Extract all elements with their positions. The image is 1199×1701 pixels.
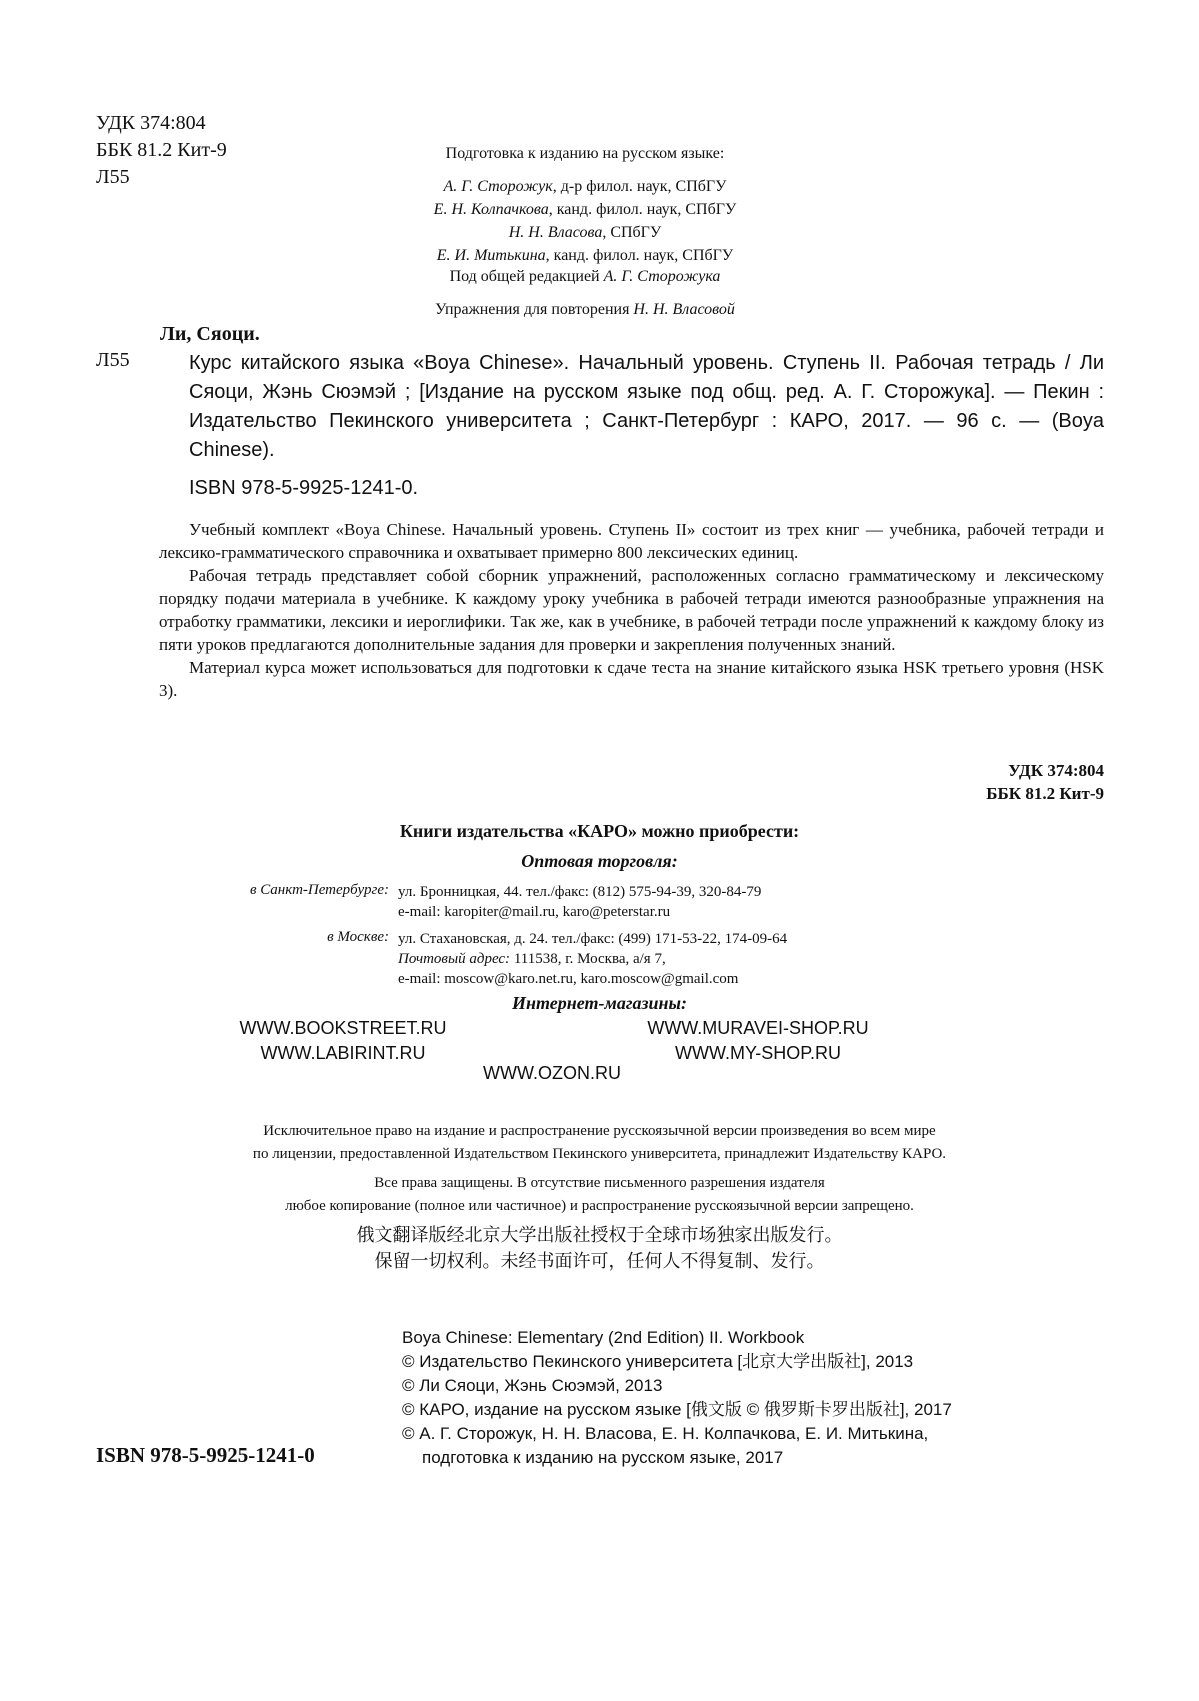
spb-address: ул. Бронницкая, 44. тел./факс: (812) 575-94-39, 320-84-79 e-mail: karopiter@mail.ru, karo@peterstar.ru — [398, 884, 762, 920]
author-line: Н. Н. Власова, СПбГУ — [508, 224, 662, 241]
author-heading: Ли, Сяоци. — [160, 323, 260, 345]
author-code: Л55 — [96, 166, 130, 188]
shop-link[interactable]: WWW.MURAVEI-SHOP.RU — [647, 1018, 869, 1038]
isbn-bottom: ISBN 978-5-9925-1241-0 — [96, 1443, 315, 1467]
copyright-line: © А. Г. Сторожук, Н. Н. Власова, Е. Н. Колпачкова, Е. И. Митькина, — [402, 1424, 929, 1443]
shop-link[interactable]: WWW.LABIRINT.RU — [260, 1043, 426, 1063]
shop-link[interactable]: WWW.MY-SHOP.RU — [674, 1043, 841, 1063]
udk-code-bold: УДК 374:804 — [1008, 761, 1104, 780]
classification-right — [986, 759, 1104, 805]
moscow-label: в Москве: — [327, 929, 389, 945]
exercises-credit: Упражнения для повторения Н. Н. Власовой — [435, 301, 735, 318]
general-editor: Под общей редакцией А. Г. Сторожука — [449, 268, 721, 285]
copyright-line: Boya Chinese: Elementary (2nd Edition) II. Workbook — [402, 1328, 805, 1347]
preparation-title: Подготовка к изданию на русском языке: — [445, 145, 725, 162]
copyright-line: © Издательство Пекинского университета [北京大学出版社], 2013 — [402, 1352, 914, 1371]
shop-link[interactable]: WWW.BOOKSTREET.RU — [239, 1018, 447, 1038]
spb-label: в Санкт-Петербурге: — [249, 882, 389, 898]
copyright-line: © Ли Сяоци, Жэнь Сюэмэй, 2013 — [402, 1376, 663, 1395]
online-shops-title: Интернет-магазины: — [512, 993, 687, 1013]
author-line: Е. И. Митькина, канд. филол. наук, СПбГУ — [436, 247, 734, 264]
bibliography-isbn: ISBN 978-5-9925-1241-0. — [189, 477, 419, 499]
copyright-line: подготовка к изданию на русском языке, 2017 — [422, 1448, 784, 1467]
shop-link[interactable]: WWW.OZON.RU — [483, 1063, 621, 1083]
bbk-code: ББК 81.2 Кит-9 — [96, 139, 227, 161]
bbk-code-bold: ББК 81.2 Кит-9 — [986, 784, 1104, 803]
abstract-paragraph: Учебный комплект «Boya Chinese. Начальный уровень. Ступень II» состоит из трех книг — учебника, рабочей тетради и лексико-грамматического справочника и охватывает примерно 800 лексических единиц. — [159, 520, 1104, 562]
preparation-authors — [370, 175, 800, 267]
bibliography-code: Л55 — [96, 349, 130, 371]
rights-reserved: Все права защищены. В отсутствие письменного разрешения издателя любое копирование (полное или частичное) и распространение русскоязычной версии запрещено. — [285, 1175, 914, 1214]
author-line: Е. Н. Колпачкова, канд. филол. наук, СПбГУ — [433, 201, 737, 218]
license-notice: Исключительное право на издание и распространение русскоязычной версии произведения во всем мире по лицензии, предоставленной Издательством Пекинского университета, принадлежит Издательству КАРО. — [252, 1123, 947, 1162]
purchase-title: Книги издательства «КАРО» можно приобрести: — [399, 821, 800, 841]
udk-code: УДК 374:804 — [96, 112, 206, 134]
wholesale-title: Оптовая торговля: — [521, 851, 678, 871]
classification-codes — [96, 110, 227, 191]
abstract-paragraph: Рабочая тетрадь представляет собой сборник упражнений, расположенных согласно грамматическому и лексическому порядку подачи материала в учебнике. К каждому уроку учебника в рабочей тетради имеются разнообразные упражнения на отработку грамматики, лексики и иероглифики. Так же, как в учебнике, в рабочей тетради после упражнений к каждому блоку из пяти уроков предлагаются дополнительные задания для проверки и закрепления полученных знаний. — [159, 566, 1104, 654]
abstract — [159, 518, 1104, 702]
copyright-line: © КАРО, издание на русском языке [俄文版 © 俄罗斯卡罗出版社], 2017 — [402, 1400, 952, 1419]
author-line: А. Г. Сторожук, д-р филол. наук, СПбГУ — [443, 178, 727, 195]
chinese-notice: 俄文翻译版经北京大学出版社授权于全球市场独家出版发行。 保留一切权利。未经书面许可，任何人不得复制、发行。 — [356, 1225, 843, 1271]
bibliography-text: Курс китайского языка «Boya Chinese». Начальный уровень. Ступень II. Рабочая тетрадь / Ли Сяоци, Жэнь Сюэмэй ; [Издание на русском языке под общ. ред. А. Г. Сторожука]. — Пекин : Издательство Пекинского университета ; Санкт-Петербург : КАРО, 2017. — 96 с. — (Boya Chinese). — [189, 352, 1104, 461]
moscow-address: ул. Стахановская, д. 24. тел./факс: (499) 171-53-22, 174-09-64 Почтовый адрес: 111538, г. Москва, а/я 7, e-mail: moscow@karo.net.ru, karo.moscow@gmail.com — [398, 931, 788, 987]
abstract-paragraph: Материал курса может использоваться для подготовки к сдаче теста на знание китайского языка HSK третьего уровня (HSK 3). — [159, 658, 1104, 700]
copyright-block — [402, 1326, 952, 1470]
